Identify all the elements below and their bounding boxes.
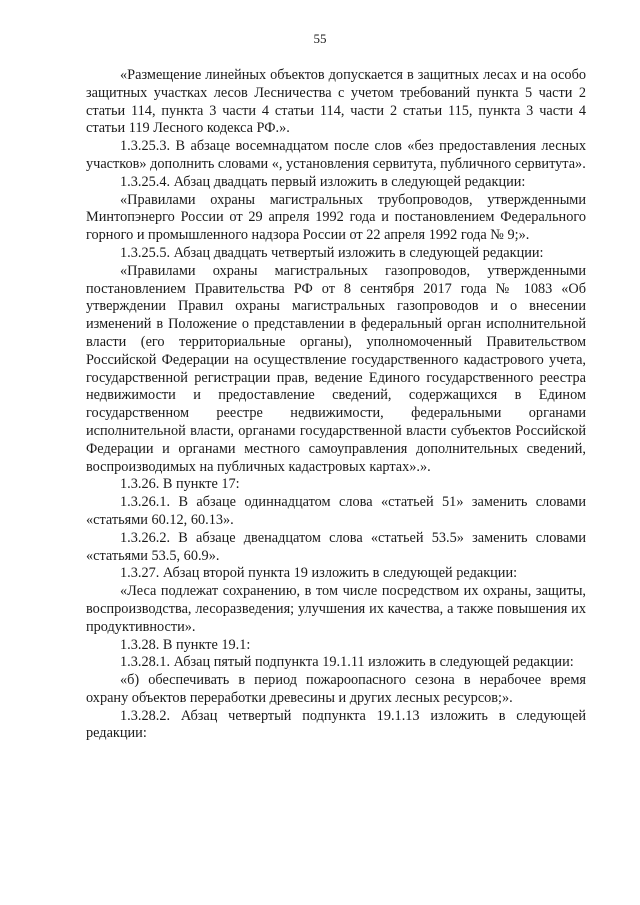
paragraph: 1.3.26. В пункте 17: — [120, 476, 240, 493]
paragraph: 1.3.26.1. В абзаце одиннадцатом слова «статьей 51» заменить словами «статьями 60.12, 60.13». — [86, 494, 586, 528]
page-number: 55 — [313, 31, 327, 46]
paragraph: 1.3.28.1. Абзац пятый подпункта 19.1.11 изложить в следующей редакции: — [120, 654, 574, 671]
paragraph: 1.3.25.5. Абзац двадцать четвертый изложить в следующей редакции: — [120, 244, 544, 261]
paragraph: «б) обеспечивать в период пожароопасного сезона в нерабочее время охрану объектов переработки древесины и других лесных ресурсов;». — [86, 672, 586, 706]
paragraph: 1.3.27. Абзац второй пункта 19 изложить в следующей редакции: — [120, 565, 518, 582]
paragraph: «Правилами охраны магистральных трубопроводов, утвержденными Минтопэнерго России от 29 апреля 1992 года и постановлением Федерального горного и промышленного надзора России от 22 апреля 1992 года № 9;». — [86, 191, 586, 244]
paragraph: «Леса подлежат сохранению, в том числе посредством их охраны, защиты, воспроизводства, лесоразведения; улучшения их качества, а также повышения их продуктивности». — [86, 583, 586, 635]
paragraph: 1.3.25.3. В абзаце восемнадцатом после слов «без предоставления лесных участков» дополнить словами «, установления сервитута, публичного сервитута». — [86, 138, 586, 172]
paragraph: «Размещение линейных объектов допускается в защитных лесах и на особо защитных участках лесов Лесничества с учетом требований пункта 5 части 2 статьи 114, пункта 3 части 4 статьи 114, части 2 статьи 115, пункта 3 части 4 статьи 119 Лесного кодекса РФ.». — [86, 67, 586, 137]
paragraph: 1.3.28.2. Абзац четвертый подпункта 19.1.13 изложить в следующей редакции: — [86, 707, 586, 742]
paragraph: 1.3.28. В пункте 19.1: — [120, 636, 251, 653]
paragraph: «Правилами охраны магистральных газопроводов, утвержденными постановлением Правительства РФ от 8 сентября 2017 года № 1083 «Об утверждении Правил охраны магистральных газопроводов и о внесении изменений в Положение о представлении в федеральный орган исполнительной власти (его территориальные органы), уполномоченный Правительством Российской Федерации на осуществление государственного кадастрового учета, государственной регистрации прав, ведение Единого государственного реестра недвижимости и предоставление сведений, содержащихся в Едином государственном реестре недвижимости, федеральными органами исполнительной власти, органами государственной власти субъектов Российской Федерации и органами местного самоуправления дополнительных сведений, воспроизводимых на публичных кадастровых картах».». — [86, 262, 586, 475]
document-body — [86, 67, 586, 743]
paragraph: 1.3.25.4. Абзац двадцать первый изложить в следующей редакции: — [120, 173, 526, 190]
paragraph: 1.3.26.2. В абзаце двенадцатом слова «статьей 53.5» заменить словами «статьями 53.5, 60.9». — [86, 529, 586, 564]
